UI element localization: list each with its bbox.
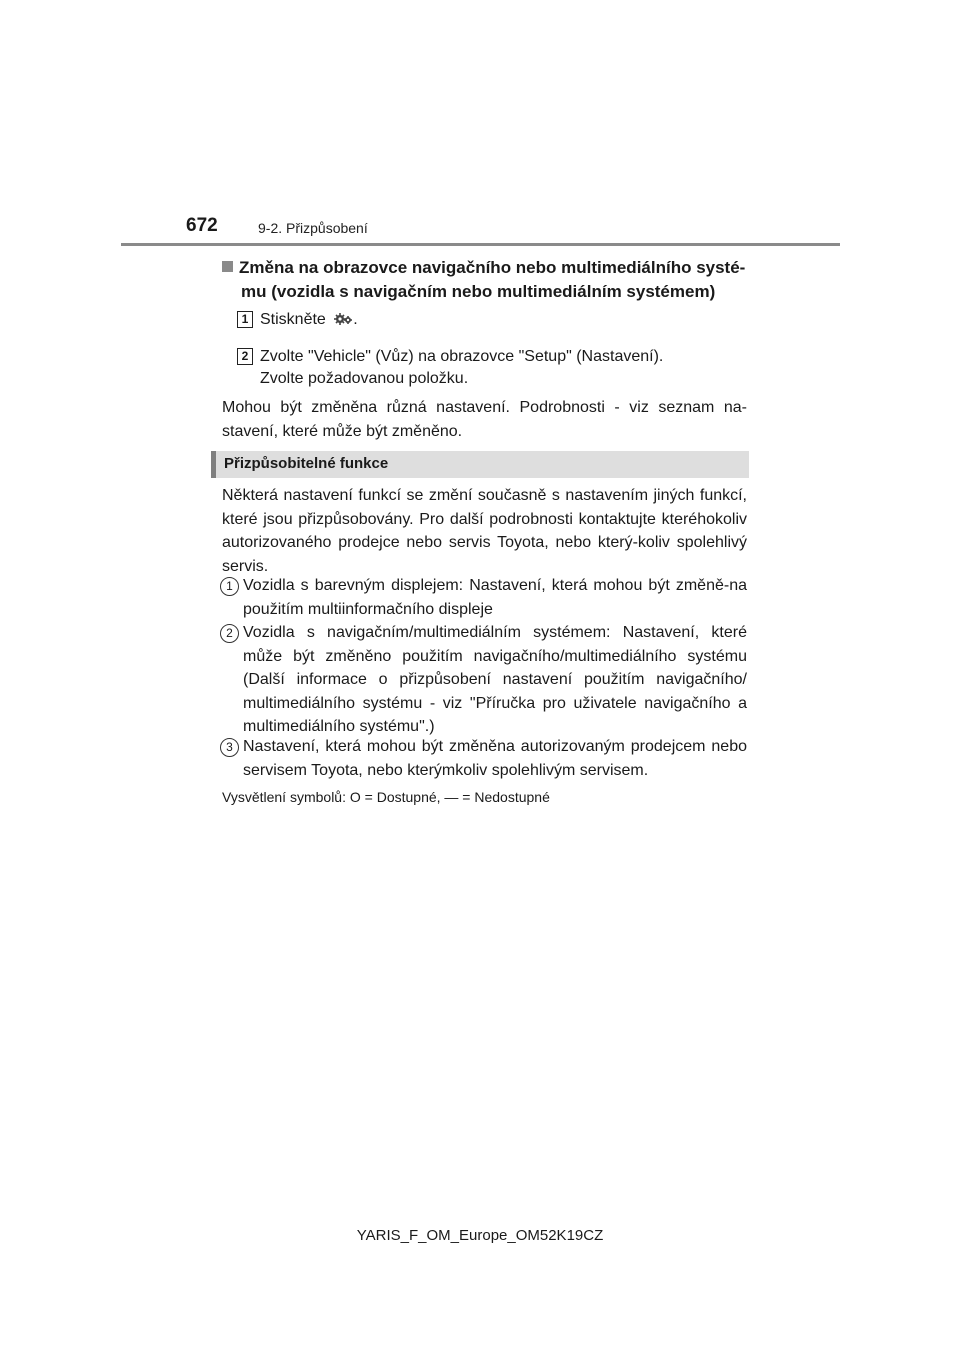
section-header-bar [211,451,749,478]
bullet-square-icon [222,261,233,272]
intro-paragraph: Mohou být změněna různá nastavení. Podrobnosti - viz seznam na-stavení, které může být změněno. [222,399,747,440]
document-code: YARIS_F_OM_Europe_OM52K19CZ [356,1227,604,1244]
step-1 [260,309,358,331]
body-paragraph: Některá nastavení funkcí se změní současně s nastavením jiných funkcí, které jsou přizpůsobovány. Pro další podrobnosti kontaktujte kteréhokoliv autorizovaného prodejce nebo servis Toyota, nebo který-koliv spolehlivý servis. [222,487,747,575]
section-bar-accent [211,451,216,478]
step-2 [260,346,663,390]
circled-number-2: 2 [220,624,239,643]
circled-number-1: 1 [220,577,239,596]
list-item-2: Vozidla s navigačním/multimediálním systémem: Nastavení, které může být změněno použitím navigačního/multimediálního systému (Další informace o přizpůsobení nastavení použitím navigačního/ multimediálního systému - viz "Příručka pro uživatele navigačního a multimediálního systému".) [243,624,747,735]
step-badge-1: 1 [237,311,253,328]
step-1-text: Stiskněte [260,311,326,328]
circled-number-3: 3 [220,738,239,757]
step-2-line-2: Zvolte požadovanou položku. [260,370,469,387]
heading-line-1: Změna na obrazovce navigačního nebo multimediálního systé- [239,258,746,277]
list-item-3: Nastavení, která mohou být změněna autorizovaným prodejcem nebo servisem Toyota, nebo kterýmkoliv spolehlivým servisem. [243,738,747,779]
header-divider [121,243,840,246]
step-badge-2: 2 [237,348,253,365]
gear-icon [333,312,353,326]
list-item-1: Vozidla s barevným displejem: Nastavení, která mohou být změně-na použitím multiinformačního displeje [243,577,747,618]
subsection-heading [222,256,747,304]
section-label: 9-2. Přizpůsobení [258,220,368,236]
page-number: 672 [186,215,218,236]
step-1-period: . [353,311,358,328]
step-2-line-1: Zvolte "Vehicle" (Vůz) na obrazovce "Setup" (Nastavení). [260,348,664,365]
symbol-legend: Vysvětlení symbolů: O = Dostupné, — = Nedostupné [222,789,550,805]
heading-line-2: mu (vozidla s navigačním nebo multimediálním systémem) [241,282,716,301]
section-title: Přizpůsobitelné funkce [224,455,389,472]
